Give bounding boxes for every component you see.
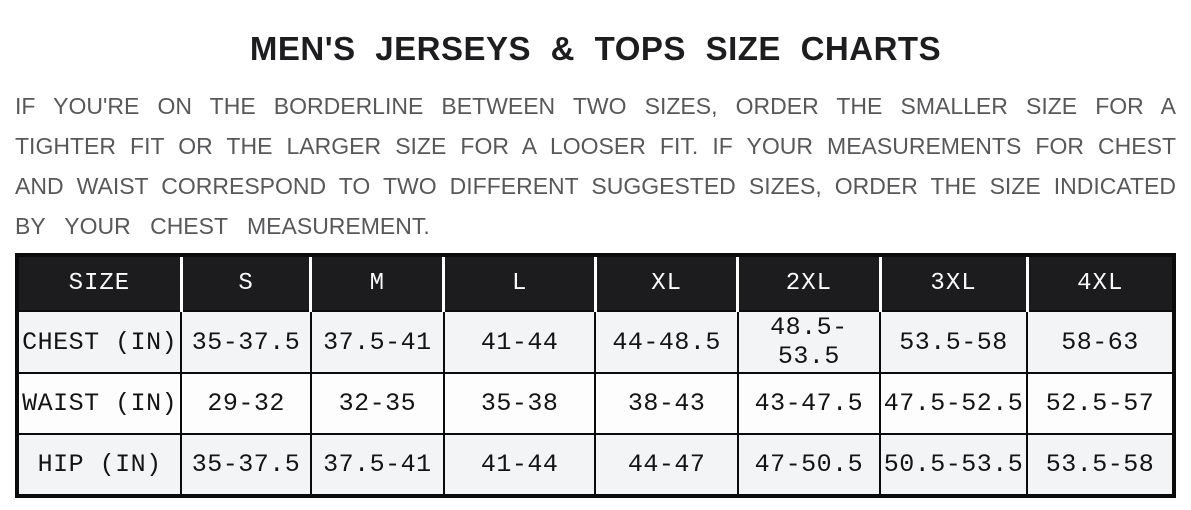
waist-3xl-cell: 47.5-52.5 — [880, 373, 1027, 434]
hip-4xl-cell: 53.5-58 — [1027, 434, 1174, 496]
waist-s-cell: 29-32 — [181, 373, 311, 434]
column-header-s: S — [181, 255, 311, 311]
page-title: MEN'S JERSEYS & TOPS SIZE CHARTS — [249, 30, 942, 67]
chest-4xl-cell: 58-63 — [1027, 311, 1174, 373]
chest-s-cell: 35-37.5 — [181, 311, 311, 373]
row-label-hip: HIP (IN) — [17, 434, 181, 496]
intro-line: TIGHTER FIT OR THE LARGER SIZE FOR A LOOSER FIT. IF YOUR MEASUREMENTS FOR CHEST — [15, 133, 1176, 159]
column-header-2xl: 2XL — [738, 255, 880, 311]
hip-xl-cell: 44-47 — [595, 434, 737, 496]
row-label-waist: WAIST (IN) — [17, 373, 181, 434]
intro-line: BY YOUR CHEST MEASUREMENT. — [15, 213, 430, 239]
chest-m-cell: 37.5-41 — [311, 311, 444, 373]
hip-m-cell: 37.5-41 — [311, 434, 444, 496]
intro-line: AND WAIST CORRESPOND TO TWO DIFFERENT SUGGESTED SIZES, ORDER THE SIZE INDICATED — [15, 173, 1176, 199]
column-header-4xl: 4XL — [1027, 255, 1174, 311]
column-header-xl: XL — [595, 255, 737, 311]
waist-l-cell: 35-38 — [444, 373, 596, 434]
intro-line: IF YOU'RE ON THE BORDERLINE BETWEEN TWO SIZES, ORDER THE SMALLER SIZE FOR A — [15, 93, 1176, 119]
hip-3xl-cell: 50.5-53.5 — [880, 434, 1027, 496]
intro-paragraph — [15, 86, 1176, 246]
size-chart-table — [15, 253, 1176, 498]
table-row-waist — [17, 373, 1174, 434]
waist-2xl-cell: 43-47.5 — [738, 373, 880, 434]
column-header-3xl: 3XL — [880, 255, 1027, 311]
hip-2xl-cell: 47-50.5 — [738, 434, 880, 496]
column-header-m: M — [311, 255, 444, 311]
column-header-l: L — [444, 255, 596, 311]
row-label-chest: CHEST (IN) — [17, 311, 181, 373]
header-row — [17, 255, 1174, 311]
waist-4xl-cell: 52.5-57 — [1027, 373, 1174, 434]
waist-xl-cell: 38-43 — [595, 373, 737, 434]
column-header-size: SIZE — [17, 255, 181, 311]
table-row-hip — [17, 434, 1174, 496]
hip-s-cell: 35-37.5 — [181, 434, 311, 496]
chest-l-cell: 41-44 — [444, 311, 596, 373]
chest-2xl-cell: 48.5-53.5 — [738, 311, 880, 373]
hip-l-cell: 41-44 — [444, 434, 596, 496]
waist-m-cell: 32-35 — [311, 373, 444, 434]
chest-3xl-cell: 53.5-58 — [880, 311, 1027, 373]
table-row-chest — [17, 311, 1174, 373]
chest-xl-cell: 44-48.5 — [595, 311, 737, 373]
